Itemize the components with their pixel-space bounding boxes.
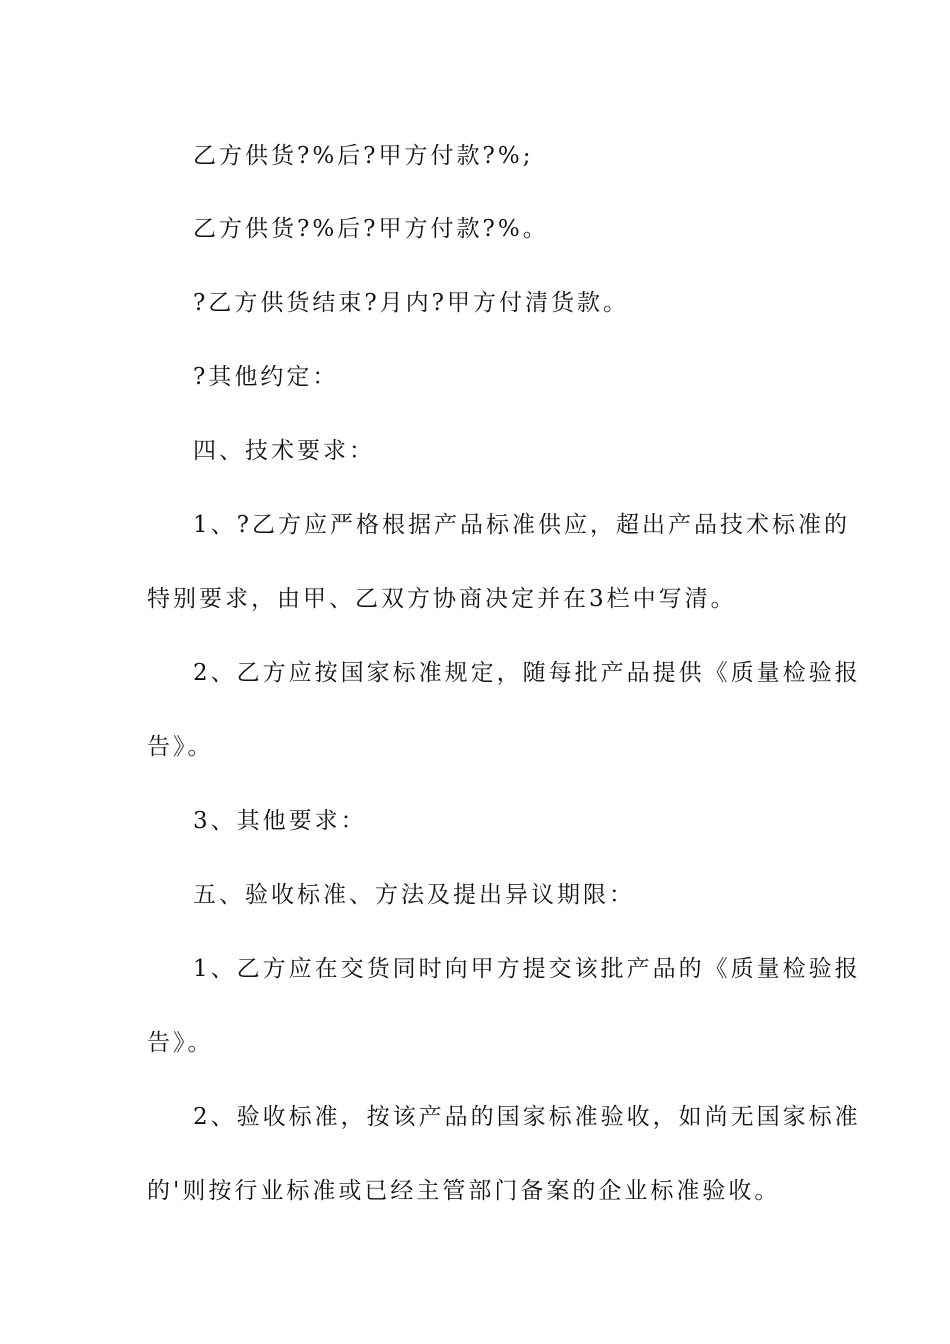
section-heading-technical: 四、技术要求：	[193, 438, 375, 464]
technical-requirement-1-line-1: 1、?乙方应严格根据产品标准供应，超出产品技术标准的	[193, 512, 850, 538]
payment-term-line-1: 乙方供货?%后?甲方付款?%;	[193, 143, 534, 169]
technical-requirement-3-line: 3、其他要求：	[193, 808, 367, 834]
section-heading-acceptance: 五、验收标准、方法及提出异议期限：	[193, 882, 635, 908]
acceptance-item-2-line-1: 2、验收标准，按该产品的国家标准验收，如尚无国家标准	[193, 1104, 861, 1130]
other-agreement-line: ?其他约定：	[193, 364, 339, 390]
technical-requirement-1-line-2: 特别要求，由甲、乙双方协商决定并在3栏中写清。	[147, 586, 737, 612]
acceptance-item-1-line-1: 1、乙方应在交货同时向甲方提交该批产品的《质量检验报	[193, 956, 861, 982]
acceptance-item-2-line-2: 的'则按行业标准或已经主管部门备案的企业标准验收。	[147, 1178, 781, 1204]
technical-requirement-2-line-2: 告》。	[147, 734, 214, 760]
technical-requirement-2-line-1: 2、乙方应按国家标准规定，随每批产品提供《质量检验报	[193, 660, 861, 686]
acceptance-item-1-line-2: 告》。	[147, 1030, 214, 1056]
payment-final-line: ?乙方供货结束?月内?甲方付清货款。	[193, 290, 629, 316]
payment-term-line-2: 乙方供货?%后?甲方付款?%。	[193, 216, 549, 242]
